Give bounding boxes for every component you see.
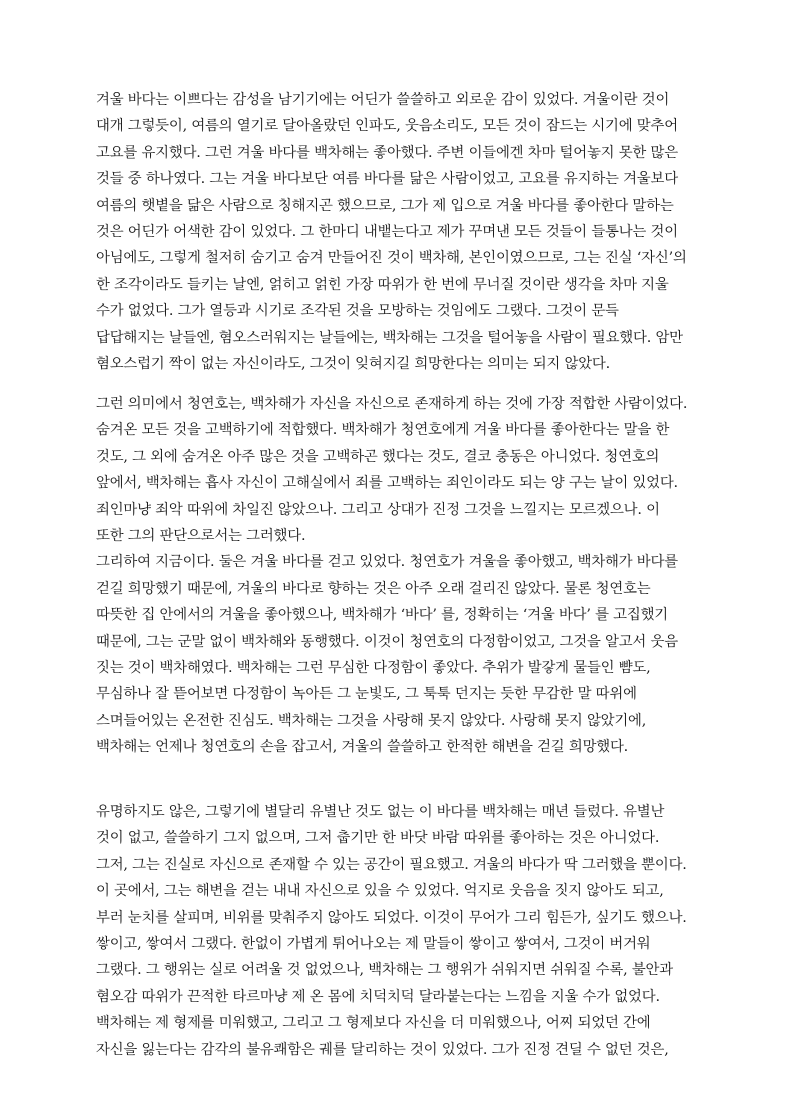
text-line: 쌓이고, 쌓여서 그랬다. 한없이 가볍게 튀어나오는 제 말들이 쌓이고 쌓여서, 그것이 버거워	[96, 935, 651, 952]
text-line: 것은 어딘가 어색한 감이 있었다. 그 한마디 내뱉는다고 제가 꾸며낸 모든 것들이 들통나는 것이	[96, 223, 678, 240]
text-line: 앞에서, 백차해는 흡사 자신이 고해실에서 죄를 고백하는 죄인이라도 되는 양 구는 날이 있었다.	[96, 475, 678, 492]
text-line: 여름의 햇볕을 닮은 사람으로 칭해지곤 했으므로, 그가 제 입으로 겨울 바다를 좋아한다 말하는	[96, 197, 674, 214]
text-line: 그저, 그는 진실로 자신으로 존재할 수 있는 공간이 필요했고. 겨울의 바다가 딱 그러했을 뿐이다.	[96, 856, 687, 873]
text-line: 겨울 바다는 이쁘다는 감성을 남기기에는 어딘가 쓸쓸하고 외로운 감이 있었다. 겨울이란 것이	[96, 92, 670, 108]
text-line: 짓는 것이 백차해였다. 백차해는 그런 무심한 다정함이 좋았다. 추위가 발갛게 물들인 뺨도,	[96, 659, 651, 676]
text-line: 그랬다. 그 행위는 실로 어려울 것 없었으나, 백차해는 그 행위가 쉬워지면 쉬워질 수록, 불안과	[96, 962, 673, 979]
text-line: 걷길 희망했기 때문에, 겨울의 바다로 향하는 것은 아주 오래 걸리진 않았다. 물론 청연호는	[96, 580, 651, 597]
text-line: 아님에도, 그렇게 철저히 숨기고 숨겨 만들어진 것이 백차해, 본인이였으므로, 그는 진실 ‘자신’의	[96, 250, 687, 267]
text-line: 무심하나 잘 뜯어보면 다정함이 녹아든 그 눈빛도, 그 툭툭 던지는 듯한 무감한 말 따위에	[96, 686, 637, 703]
paragraph-3	[96, 799, 716, 1063]
text-line: 그런 의미에서 청연호는, 백차해가 자신을 자신으로 존재하게 하는 것에 가장 적합한 사람이었다.	[96, 396, 688, 412]
paragraph-1	[96, 87, 716, 377]
text-line: 혐오감 따위가 끈적한 타르마냥 제 온 몸에 치덕치덕 달라붙는다는 느낌을 지울 수가 없었다.	[96, 988, 660, 1005]
paragraph-2	[96, 391, 716, 760]
text-line: 그리하여 지금이다. 둘은 겨울 바다를 걷고 있었다. 청연호가 겨울을 좋아했고, 백차해가 바다를	[96, 554, 678, 571]
text-line: 백차해는 언제나 청연호의 손을 잡고서, 겨울의 쓸쓸하고 한적한 해변을 걷길 희망했다.	[96, 739, 629, 756]
text-line: 스며들어있는 온전한 진심도. 백차해는 그것을 사랑해 못지 않았다. 사랑해 못지 않았기에,	[96, 712, 647, 729]
text-line: 숨겨온 모든 것을 고백하기에 적합했다. 백차해가 청연호에게 겨울 바다를 좋아한다는 말을 한	[96, 422, 670, 439]
text-line: 유명하지도 않은, 그렇기에 별달리 유별난 것도 없는 이 바다를 백차해는 매년 들렀다. 유별난	[96, 804, 665, 820]
text-line: 고요를 유지했다. 그런 겨울 바다를 백차해는 좋아했다. 주변 이들에겐 차마 털어놓지 못한 많은	[96, 144, 678, 161]
text-line: 또한 그의 판단으로서는 그러했다.	[96, 527, 306, 544]
text-line: 것들 중 하나였다. 그는 겨울 바다보단 여름 바다를 닮은 사람이었고, 고요를 유지하는 겨울보다	[96, 171, 678, 188]
text-line: 한 조각이라도 들키는 날엔, 얽히고 얽힌 가장 따위가 한 번에 무너질 것이란 생각을 차마 지울	[96, 276, 669, 293]
text-line: 혐오스럽기 짝이 없는 자신이라도, 그것이 잊혀지길 희망한다는 의미는 되지 않았다.	[96, 355, 610, 372]
text-line: 답답해지는 날들엔, 혐오스러워지는 날들에는, 백차해는 그것을 털어놓을 사람이 필요했다. 암만	[96, 329, 683, 346]
text-line: 백차해는 제 형제를 미워했고, 그리고 그 형제보다 자신을 더 미워했으나, 어찌 되었던 간에	[96, 1015, 651, 1032]
text-line: 부러 눈치를 살피며, 비위를 맞춰주지 않아도 되었다. 이것이 무어가 그리 힘든가, 싶기도 했으나.	[96, 909, 687, 926]
text-line: 이 곳에서, 그는 해변을 걷는 내내 자신으로 있을 수 있었다. 억지로 웃음을 짓지 않아도 되고,	[96, 883, 664, 900]
text-line: 따뜻한 집 안에서의 겨울을 좋아했으나, 백차해가 ‘바다’ 를, 정확히는 ‘겨울 바다’ 를 고집했기	[96, 607, 668, 624]
text-line: 것이 없고, 쓸쓸하기 그지 없으며, 그저 춥기만 한 바닷 바람 따위를 좋아하는 것은 아니었다.	[96, 830, 660, 847]
text-line: 대개 그렇듯이, 여름의 열기로 달아올랐던 인파도, 웃음소리도, 모든 것이 잠드는 시기에 맞추어	[96, 118, 678, 135]
text-line: 죄인마냥 죄악 따위에 차일진 않았으나. 그리고 상대가 진정 그것을 느낄지는 모르겠으나. 이	[96, 501, 660, 518]
text-line: 수가 없었다. 그가 열등과 시기로 조각된 것을 모방하는 것임에도 그랬다. 그것이 문득	[96, 303, 619, 320]
text-line: 것도, 그 외에 숨겨온 아주 많은 것을 고백하곤 했다는 것도, 결코 충동은 아니었다. 청연호의	[96, 448, 660, 465]
text-line: 자신을 잃는다는 감각의 불유쾌함은 궤를 달리하는 것이 있었다. 그가 진정 견딜 수 없던 것은,	[96, 1041, 669, 1058]
text-line: 때문에, 그는 군말 없이 백차해와 동행했다. 이것이 청연호의 다정함이었고, 그것을 알고서 웃음	[96, 633, 678, 650]
